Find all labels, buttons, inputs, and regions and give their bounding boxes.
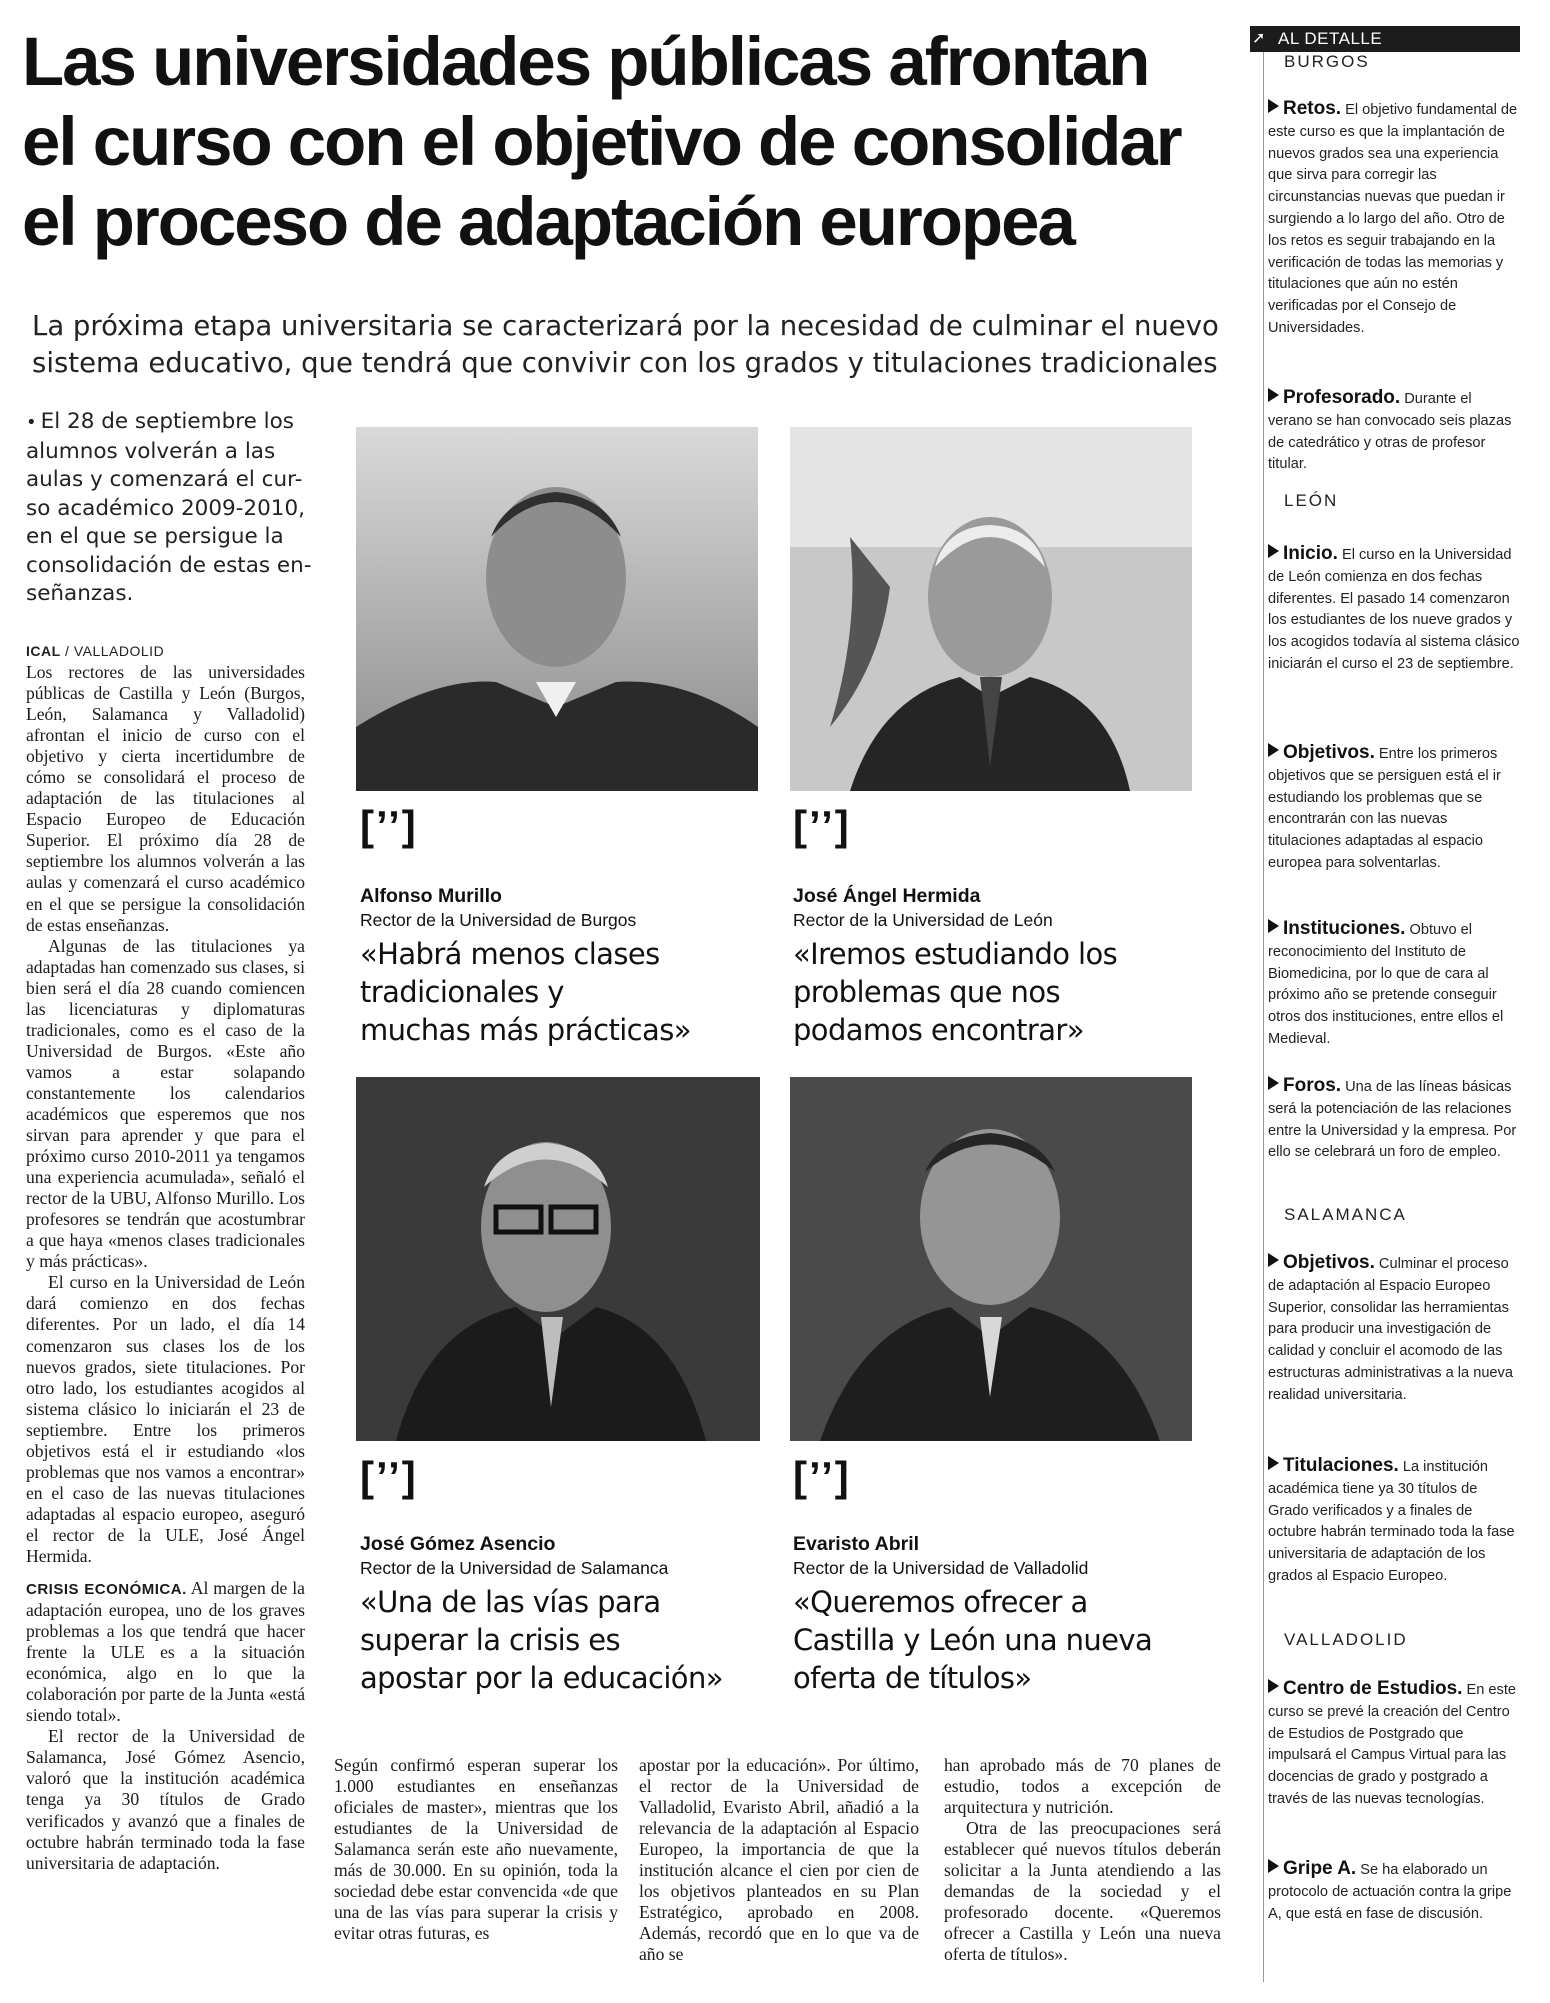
byline-place: VALLADOLID [73,643,165,659]
body-paragraph: Algunas de las titulaciones ya adaptadas han comenzado sus clases, si bien será el día 28 cuando comiencen las licenciaturas y diplomaturas tradicionales, como es el caso de la Universidad de Burgos. «Este año vamos a estar solapando constantemente los calendarios académicos que esperemos que nos sirvan para aprender y que para el próximo curso 2010-2011 ya tengamos una experiencia acumulada», señaló el rector de la UBU, Alfonso Murillo. Los profesores se tendrán que acostumbrar a que haya «menos clases tradicionales y más prácticas». [26,935,305,1272]
quote-person-name: José Gómez Asencio [360,1533,556,1555]
sidebar-item-text: El objetivo fundamental de este curso es que la implantación de nuevos grados sea una experiencia que sirva para corregir las circunstancias nuevas que puedan ir surgiendo a lo largo del año. Otro de los retos es seguir trabajando en la verificación de todas las memorias y titulaciones que aún no estén verificadas por el Consejo de Universidades. [1268,102,1518,336]
sidebar-item-title: Gripe A. [1283,1858,1357,1879]
triangle-bullet-icon [1268,99,1279,113]
lead-line: consolidación de estas en- [26,552,312,578]
subheadline-line: La próxima etapa universitaria se caracterizará por la necesidad de culminar el nuevo [32,310,1219,342]
body-paragraph: Según confirmó esperan superar los 1.000 estudiantes en enseñanzas oficiales de master», mientras que los estudiantes de la Universidad de Salamanca serán este año nuevamente, más de 30.000. En su opinión, toda la sociedad debe estar convencida «de que una de las vías para superar la crisis y evitar otras futuras, es [334,1755,618,1944]
pull-quote-line: Castilla y León una nueva [793,1623,1153,1657]
pull-quote-line: apostar por la educación» [360,1661,723,1695]
triangle-bullet-icon [1268,743,1279,757]
pull-quote-line: muchas más prácticas» [360,1013,691,1047]
sidebar-item-title: Centro de Estudios. [1283,1678,1463,1699]
byline-separator: / [60,643,74,659]
byline [26,643,164,659]
lead-line: aulas y comenzará el cur- [26,467,303,492]
pull-quote-line: podamos encontrar» [793,1013,1084,1047]
subheadline-line: sistema educativo, que tendrá que convivir con los grados y titulaciones tradicionales [32,347,1218,379]
pull-quote [793,935,1117,1049]
pull-quote-line: «Una de las vías para [360,1585,661,1619]
body-paragraph: El curso en la Universidad de León dará comienzo en dos fechas diferentes. Por un lado, el día 14 comenzaron sus clases los de los nuevos grados, siete titulaciones. Por otro lado, los estudiantes acogidos al sistema clásico lo iniciarán el 23 de septiembre. Entre los primeros objetivos está el ir estudiando «los problemas que nos vamos a encontrar» en el caso de las nuevas titulaciones adaptadas al espacio europeo, aseguró el rector de la ULE, José Ángel Hermida. [26,1272,305,1566]
body-column-2 [334,1755,618,1944]
sidebar-item-title: Objetivos. [1283,1252,1375,1273]
byline-agency: ICAL [26,643,61,659]
trend-arrow-icon: ➚ [1252,30,1266,47]
sidebar-item-text: Durante el verano se han convocado seis plazas de catedrático y otras de profesor titular. [1268,391,1512,473]
headline-line: el proceso de adaptación europea [22,183,1074,260]
quote-person-name: Alfonso Murillo [360,885,502,907]
pull-quote-line: oferta de títulos» [793,1661,1032,1695]
triangle-bullet-icon [1268,544,1279,558]
sidebar-item [1268,1075,1520,1164]
quote-person-role: Rector de la Universidad de Valladolid [793,1558,1089,1578]
lead-summary [26,408,326,609]
photo-rector-burgos [356,427,758,791]
sidebar-item [1268,742,1520,875]
sidebar-item-text: La institución académica tiene ya 30 títulos de Grado verificados y a finales de octubre habrán terminado toda la fase universitaria de adaptación de los grados al Espacio Europeo. [1268,1459,1515,1584]
body-paragraph: El rector de la Universidad de Salamanca, José Gómez Asencio, valoró que la institución académica tenga ya 30 títulos de Grado verificados y avanzó que a finales de octubre habrán terminado toda la fase universitaria de adaptación. [26,1726,305,1873]
sidebar-item-text: El curso en la Universidad de León comienza en dos fechas diferentes. El pasado 14 comenzaron los estudiantes de los nueve grados y los acogidos todavía al sistema clásico iniciarán el curso el 23 de septiembre. [1268,547,1520,672]
pull-quote-line: superar la crisis es [360,1623,620,1657]
quote-mark: [’’] [360,1453,418,1500]
body-paragraph-crisis [26,1578,305,1726]
sidebar-item-text: Culminar el proceso de adaptación al Espacio Europeo Superior, consolidar las herramientas para producir una investigación de calidad y concluir el acomodo de las estructuras administrativas a la nueva realidad universitaria. [1268,1256,1513,1403]
pull-quote-line: «Queremos ofrecer a [793,1585,1088,1619]
body-paragraph: han aprobado más de 70 planes de estudio, todos a excepción de arquitectura y nutrición. [944,1755,1221,1818]
triangle-bullet-icon [1268,1456,1279,1470]
pull-quote-line: tradicionales y [360,975,564,1009]
headline-line: Las universidades públicas afrontan [22,23,1149,100]
body-text: Al margen de la adaptación europea, uno de los graves problemas a los que tendrá que hacer frente la ULE es a la situación económica, algo en lo que la colaboración por parte de la Junta «está siendo total». [26,1578,305,1726]
sidebar-item [1268,918,1520,1051]
triangle-bullet-icon [1268,1679,1279,1693]
pull-quote [360,935,691,1049]
bullet: • [26,412,37,433]
sidebar-section-salamanca: SALAMANCA [1284,1205,1407,1224]
body-paragraph: Los rectores de las universidades públicas de Castilla y León (Burgos, León, Salamanca y Valladolid) afrontan el inicio de curso con el objetivo y cierta incertidumbre de cómo se consolidará el proceso de adaptación de las titulaciones al Espacio Europeo de Educación Superior. El próximo día 28 de septiembre los alumnos volverán a las aulas y comenzará el curso académico en el que se persigue la consolidación de estas enseñanzas. [26,662,305,935]
pull-quote [793,1583,1152,1697]
quote-person-name: Evaristo Abril [793,1533,920,1555]
lead-line: El 28 de septiembre los [40,409,294,434]
sidebar-divider [1263,52,1264,1982]
triangle-bullet-icon [1268,1253,1279,1267]
body-column-3 [639,1755,919,1965]
section-kicker: CRISIS ECONÓMICA. [26,1581,187,1599]
sidebar-item-title: Instituciones. [1283,918,1406,939]
quote-person-role: Rector de la Universidad de León [793,910,1053,930]
sidebar-item [1268,98,1520,340]
sidebar-item [1268,543,1520,676]
photo-rector-valladolid [790,1077,1192,1441]
sidebar-item [1268,1455,1520,1588]
triangle-bullet-icon [1268,1859,1279,1873]
quote-mark: [’’] [793,1453,851,1500]
pull-quote-line: problemas que nos [793,975,1060,1009]
quote-person-role: Rector de la Universidad de Salamanca [360,1558,669,1578]
headline [22,22,1222,262]
body-paragraph: apostar por la educación». Por último, el rector de la Universidad de Valladolid, Evaristo Abril, añadió a la relevancia de la adaptación al Espacio Europeo, la importancia de que la institución alcance el cien por cien de los objetivos planteados en su Plan Estratégico, aprobado en 2008. Además, recordó que en lo que va de año se [639,1755,919,1965]
sidebar-section-leon: LEÓN [1284,491,1339,510]
quote-person-name: José Ángel Hermida [793,885,981,907]
triangle-bullet-icon [1268,919,1279,933]
body-paragraph: Otra de las preocupaciones será establecer qué nuevos títulos deberán solicitar a la Junta atendiendo a las demandas de la sociedad y el profesorado docente. «Queremos ofrecer a Castilla y León una nueva oferta de títulos». [944,1818,1221,1965]
triangle-bullet-icon [1268,1076,1279,1090]
sidebar-item-title: Profesorado. [1283,387,1401,408]
sidebar-item [1268,387,1520,476]
sidebar-item-title: Retos. [1283,98,1342,119]
headline-line: el curso con el objetivo de consolidar [22,103,1181,180]
sidebar-item-title: Inicio. [1283,543,1338,564]
sidebar-item-title: Foros. [1283,1075,1342,1096]
lead-line: en el que se persigue la [26,524,284,549]
sidebar-item-title: Objetivos. [1283,742,1375,763]
sidebar-item-text: Entre los primeros objetivos que se persiguen está el ir estudiando los problemas que se encontrarán con las nuevas titulaciones adaptadas al espacio europea para solventarlas. [1268,746,1501,871]
subheadline [32,308,1219,382]
photo-rector-leon [790,427,1192,791]
lead-line: so académico 2009-2010, [26,495,305,521]
quote-mark: [’’] [360,802,418,849]
sidebar-item-title: Titulaciones. [1283,1455,1399,1476]
lead-line: alumnos volverán a las [26,438,276,464]
quote-mark: [’’] [793,802,851,849]
pull-quote-line: «Habrá menos clases [360,937,660,971]
quote-person-role: Rector de la Universidad de Burgos [360,910,637,930]
lead-line: señanzas. [26,581,134,606]
pull-quote-line: «Iremos estudiando los [793,937,1118,971]
sidebar-section-valladolid: VALLADOLID [1284,1630,1408,1649]
photo-rector-salamanca [356,1077,760,1441]
sidebar-item-text: Obtuvo el reconocimiento del Instituto de Biomedicina, por lo que de cara al próximo año se pretende conseguir otros dos instituciones, entre ellos el Medieval. [1268,922,1504,1047]
sidebar-item [1268,1858,1520,1925]
sidebar-section-burgos: BURGOS [1284,52,1370,71]
body-column-1 [26,662,305,1874]
triangle-bullet-icon [1268,388,1279,402]
sidebar-item-text: Se ha elaborado un protocolo de actuación contra la gripe A, que está en fase de discusión. [1268,1862,1512,1922]
sidebar-item [1268,1252,1520,1407]
sidebar-header: AL DETALLE [1250,26,1520,52]
sidebar-item-text: En este curso se prevé la creación del Centro de Estudios de Postgrado que impulsará el Campus Virtual para las docencias de grado y postgrado a través de las nuevas tecnologías. [1268,1682,1517,1807]
sidebar-item-text: Una de las líneas básicas será la potenciación de las relaciones entre la Universidad y la empresa. Por ello se celebrará un foro de empleo. [1268,1079,1517,1161]
body-column-4 [944,1755,1221,1965]
sidebar-item [1268,1678,1520,1811]
pull-quote [360,1583,723,1697]
